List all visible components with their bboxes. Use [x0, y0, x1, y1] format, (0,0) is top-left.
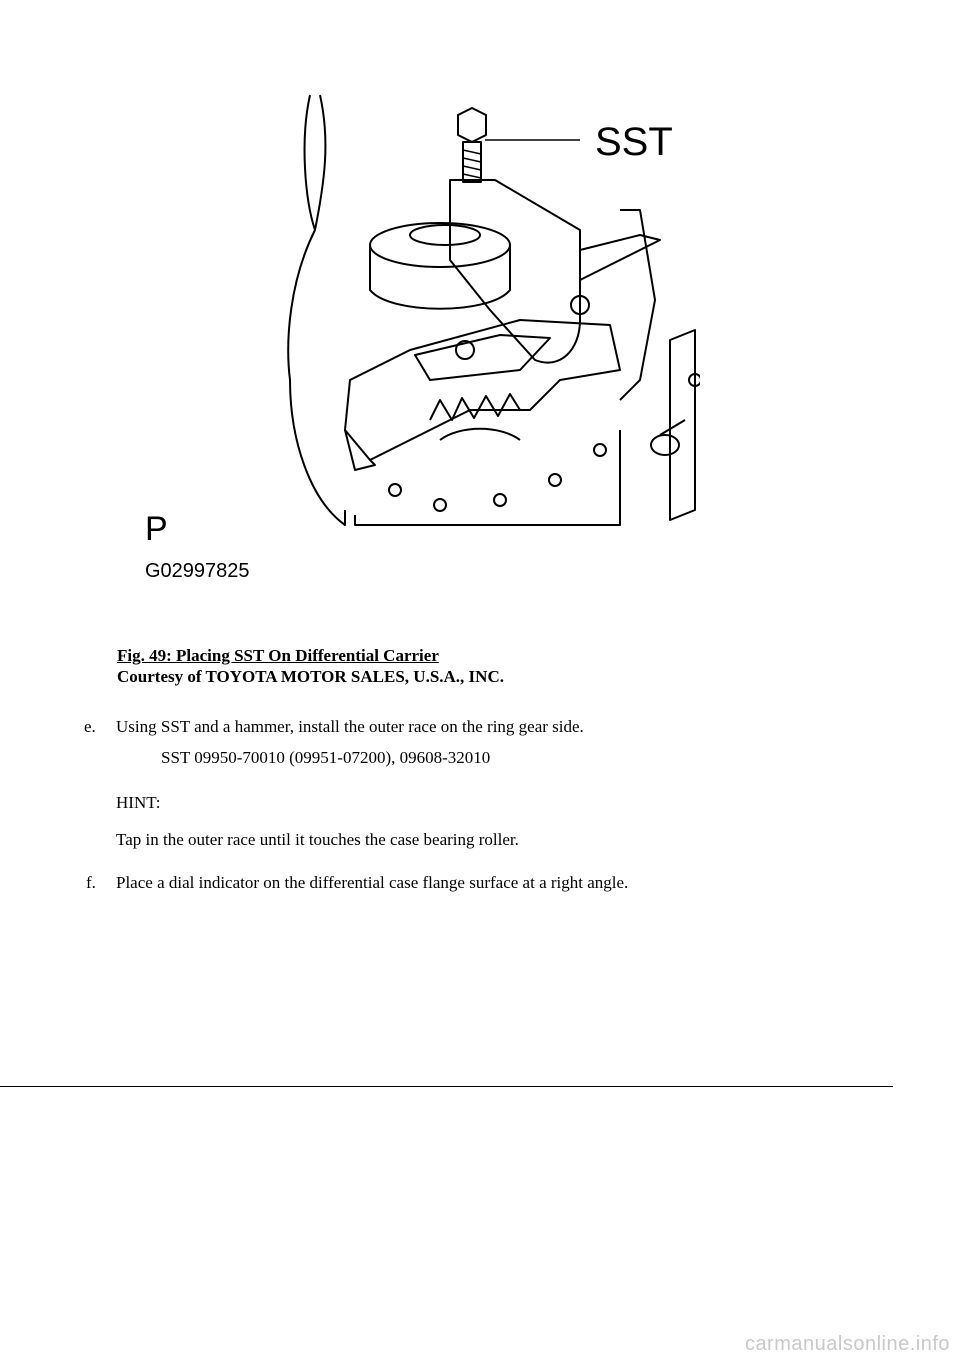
- hint-text: Tap in the outer race until it touches the case bearing roller.: [116, 830, 519, 849]
- sst-numbers: SST 09950-70010 (09951-07200), 09608-32010: [161, 748, 491, 767]
- step-f: [86, 872, 886, 894]
- figure-illustration: [140, 80, 700, 590]
- page-divider: [0, 1086, 893, 1087]
- caption-courtesy: Courtesy of TOYOTA MOTOR SALES, U.S.A., INC.: [117, 667, 504, 686]
- figure-code: G02997825: [145, 560, 250, 582]
- sst-differential-drawing: [140, 80, 700, 590]
- caption-title: Fig. 49: Placing SST On Differential Carrier: [117, 646, 439, 665]
- step-marker: f.: [86, 873, 96, 892]
- step-e: [84, 716, 884, 738]
- step-text: Place a dial indicator on the differential case flange surface at a right angle.: [116, 873, 629, 892]
- sst-callout-label: SST: [595, 120, 673, 164]
- figure-corner-letter: P: [145, 510, 168, 548]
- step-marker: e.: [84, 717, 96, 736]
- hint-label: HINT:: [116, 793, 161, 812]
- step-text: Using SST and a hammer, install the outer race on the ring gear side.: [116, 717, 584, 736]
- figure-caption: [117, 645, 504, 687]
- watermark: carmanualsonline.info: [744, 1333, 950, 1355]
